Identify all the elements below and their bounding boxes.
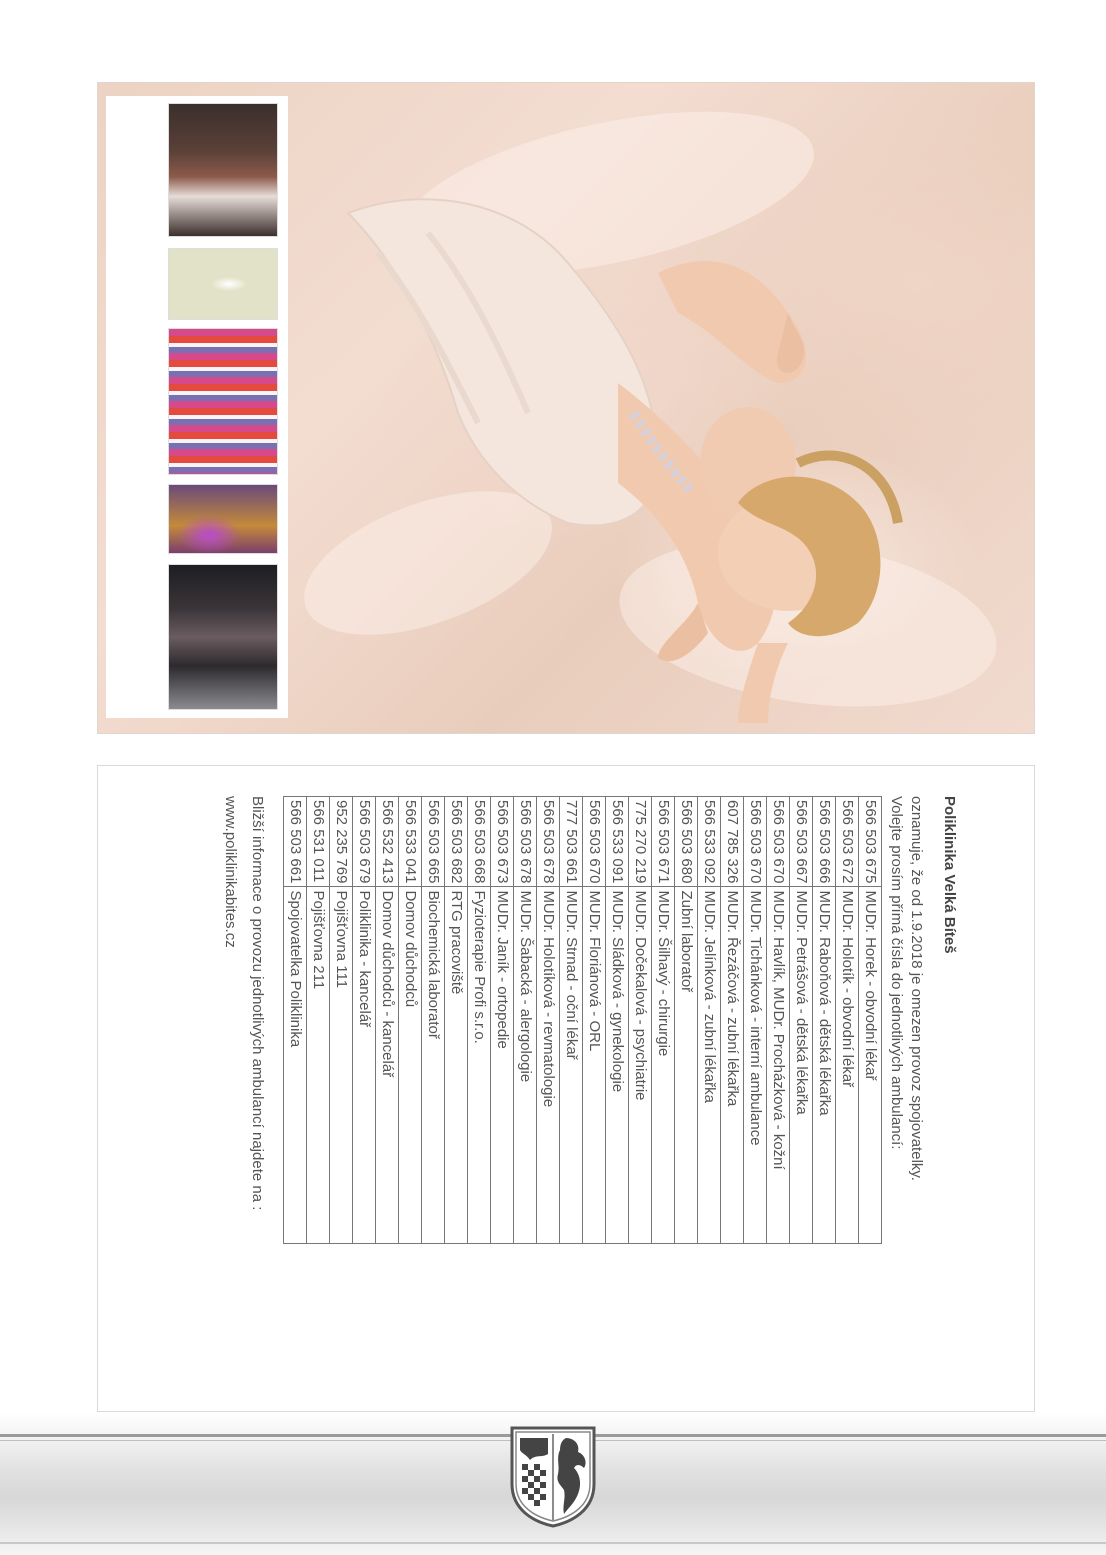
ambulance-name: Fyzioterapie Profi s.r.o.: [468, 887, 491, 1244]
phone-part: 673: [494, 858, 511, 884]
phone-number: [537, 797, 560, 887]
phone-part: 092: [701, 858, 718, 884]
table-row: [514, 797, 537, 1244]
phone-part: 952: [333, 800, 350, 826]
phone-number: [652, 797, 675, 887]
phone-part: 566: [678, 800, 695, 826]
table-row: [330, 797, 353, 1244]
table-row: [836, 797, 859, 1244]
phone-part: 566: [655, 800, 672, 826]
table-row: [859, 797, 882, 1244]
phone-number: [836, 797, 859, 887]
phone-part: 566: [770, 800, 787, 826]
phone-part: 566: [287, 800, 304, 826]
phone-table: [283, 796, 882, 1244]
phone-number: [376, 797, 399, 887]
ambulance-name: MUDr. Jelínková - zubní lékařka: [698, 887, 721, 1244]
table-row: [307, 797, 330, 1244]
phone-number: [859, 797, 882, 887]
phone-part: 326: [724, 858, 741, 884]
info-content: [118, 796, 958, 1386]
phone-number: [813, 797, 836, 887]
table-row: [537, 797, 560, 1244]
phone-part: 413: [379, 858, 396, 884]
phone-part: 532: [379, 829, 396, 855]
phone-part: 566: [517, 800, 534, 826]
phone-part: 682: [448, 858, 465, 884]
ambulance-name: MUDr. Řezáčová - zubní lékařka: [721, 887, 744, 1244]
phone-part: 680: [678, 858, 695, 884]
ambulance-name: MUDr. Holotík - obvodní lékař: [836, 887, 859, 1244]
intro-line: oznamuje, že od 1.9.2018 je omezen provoz spojovatelky.: [908, 796, 925, 1181]
phone-part: 503: [862, 829, 879, 855]
phone-part: 670: [770, 858, 787, 884]
ambulance-name: RTG pracoviště: [445, 887, 468, 1244]
ambulance-name: MUDr. Janík - ortopedie: [491, 887, 514, 1244]
coat-of-arms-icon: [508, 1424, 598, 1528]
ambulance-name: MUDr. Tichánková - interní ambulance: [744, 887, 767, 1244]
phone-part: 503: [563, 829, 580, 855]
ambulance-name: MUDr. Holotíková - revmatologie: [537, 887, 560, 1244]
ambulance-name: MUDr. Horek - obvodní lékař: [859, 887, 882, 1244]
phone-part: 667: [793, 858, 810, 884]
ambulance-name: MUDr. Petrášová - dětská lékařka: [790, 887, 813, 1244]
ambulance-name: Domov důchodců: [399, 887, 422, 1244]
phone-part: 503: [471, 829, 488, 855]
info-title: Poliklinika Velká Bíteš: [941, 796, 958, 954]
phone-number: [744, 797, 767, 887]
phone-part: 566: [425, 800, 442, 826]
phone-part: 533: [701, 829, 718, 855]
phone-part: 011: [310, 858, 327, 883]
table-row: [767, 797, 790, 1244]
table-row: [445, 797, 468, 1244]
phone-part: 533: [609, 829, 626, 855]
phone-part: 668: [471, 858, 488, 884]
footer-info: [217, 796, 271, 1386]
phone-part: 661: [563, 858, 580, 884]
phone-part: 503: [747, 829, 764, 855]
phone-part: 679: [356, 858, 373, 884]
ambulance-name: MUDr. Raboňová - dětská lékařka: [813, 887, 836, 1244]
phone-number: [767, 797, 790, 887]
table-row: [698, 797, 721, 1244]
ambulance-name: MUDr. Floriánová - ORL: [583, 887, 606, 1244]
website-link[interactable]: www.poliklinikabites.cz: [222, 796, 239, 948]
phone-part: 503: [839, 829, 856, 855]
ambulance-name: MUDr. Havlík, MUDr. Procházková - kožní: [767, 887, 790, 1244]
phone-number: [422, 797, 445, 887]
phone-number: [514, 797, 537, 887]
phone-part: 503: [816, 829, 833, 855]
phone-number: [675, 797, 698, 887]
phone-number: [353, 797, 376, 887]
ambulance-name: Zubní laboratoř: [675, 887, 698, 1244]
table-row: [629, 797, 652, 1244]
photo-panel: [97, 82, 1035, 734]
table-row: [744, 797, 767, 1244]
phone-number: [721, 797, 744, 887]
phone-part: 041: [402, 858, 419, 884]
phone-part: 566: [402, 800, 419, 826]
phone-part: 270: [632, 829, 649, 855]
phone-part: 777: [563, 800, 580, 826]
thumbnail-photo: [168, 564, 278, 710]
phone-part: 566: [701, 800, 718, 826]
ambulance-name: Pojišťovna 211: [307, 887, 330, 1244]
phone-part: 531: [310, 829, 327, 855]
thumbnail-photo: [168, 103, 278, 237]
phone-part: 769: [333, 858, 350, 884]
table-row: [790, 797, 813, 1244]
table-row: [560, 797, 583, 1244]
phone-number: [606, 797, 629, 887]
phone-part: 566: [586, 800, 603, 826]
phone-number: [629, 797, 652, 887]
phone-part: 503: [356, 829, 373, 855]
phone-part: 607: [724, 800, 741, 826]
thumbnail-photo: [168, 484, 278, 554]
phone-part: 671: [655, 858, 672, 884]
ambulance-name: MUDr. Dočekalová - psychiatrie: [629, 887, 652, 1244]
table-row: [284, 797, 307, 1244]
phone-part: 566: [609, 800, 626, 826]
phone-part: 678: [540, 858, 557, 884]
phone-part: 219: [632, 858, 649, 884]
thumbnail-photo: [168, 248, 278, 320]
table-row: [376, 797, 399, 1244]
table-row: [675, 797, 698, 1244]
ambulance-name: MUDr. Šilhavý - chirurgie: [652, 887, 675, 1244]
phone-part: 785: [724, 829, 741, 855]
phone-part: 566: [471, 800, 488, 826]
phone-part: 566: [448, 800, 465, 826]
phone-part: 235: [333, 829, 350, 855]
phone-part: 503: [793, 829, 810, 855]
phone-number: [399, 797, 422, 887]
thumbnail-photo: [168, 328, 278, 475]
phone-number: [560, 797, 583, 887]
phone-number: [583, 797, 606, 887]
info-panel: [97, 765, 1035, 1412]
phone-part: 670: [747, 858, 764, 884]
phone-part: 503: [770, 829, 787, 855]
phone-number: [698, 797, 721, 887]
phone-number: [468, 797, 491, 887]
ambulance-name: Spojovatelka Poliklinika: [284, 887, 307, 1244]
ambulance-name: MUDr. Strnad - oční lékař: [560, 887, 583, 1244]
phone-number: [284, 797, 307, 887]
phone-part: 091: [609, 858, 626, 884]
table-row: [491, 797, 514, 1244]
phone-part: 566: [356, 800, 373, 826]
ambulance-name: Pojišťovna 111: [330, 887, 353, 1244]
phone-part: 775: [632, 800, 649, 826]
phone-part: 503: [448, 829, 465, 855]
phone-part: 566: [379, 800, 396, 826]
phone-part: 566: [747, 800, 764, 826]
ambulance-name: Biochemická laboratoř: [422, 887, 445, 1244]
intro-line: Volejte prosím přímá čísla do jednotlivých ambulancí:: [888, 796, 905, 1150]
phone-part: 566: [494, 800, 511, 826]
phone-part: 566: [540, 800, 557, 826]
phone-part: 675: [862, 858, 879, 884]
ambulance-name: MUDr. Sládková - gynekologie: [606, 887, 629, 1244]
phone-part: 566: [816, 800, 833, 826]
phone-part: 672: [839, 858, 856, 884]
ambulance-name: Poliklinika - kancelář: [353, 887, 376, 1244]
phone-part: 503: [494, 829, 511, 855]
phone-number: [790, 797, 813, 887]
phone-part: 661: [287, 858, 304, 884]
table-row: [353, 797, 376, 1244]
ambulance-name: Domov důchodců - kancelář: [376, 887, 399, 1244]
table-row: [721, 797, 744, 1244]
phone-part: 503: [517, 829, 534, 855]
table-row: [652, 797, 675, 1244]
table-row: [606, 797, 629, 1244]
table-row: [468, 797, 491, 1244]
phone-number: [491, 797, 514, 887]
table-row: [422, 797, 445, 1244]
phone-part: 678: [517, 858, 534, 884]
phone-part: 503: [655, 829, 672, 855]
phone-part: 533: [402, 829, 419, 855]
table-row: [583, 797, 606, 1244]
phone-part: 670: [586, 858, 603, 884]
phone-part: 503: [287, 829, 304, 855]
phone-part: 566: [793, 800, 810, 826]
phone-part: 666: [816, 858, 833, 884]
table-row: [813, 797, 836, 1244]
phone-part: 566: [862, 800, 879, 826]
divider: [0, 1542, 1106, 1544]
phone-part: 503: [540, 829, 557, 855]
phone-number: [445, 797, 468, 887]
ambulance-name: MUDr. Šabacká - alergologie: [514, 887, 537, 1244]
phone-part: 503: [425, 829, 442, 855]
phone-part: 503: [586, 829, 603, 855]
phone-number: [307, 797, 330, 887]
phone-part: 503: [678, 829, 695, 855]
thumbnail-strip: [106, 96, 288, 718]
table-row: [399, 797, 422, 1244]
phone-part: 566: [310, 800, 327, 826]
phone-part: 566: [839, 800, 856, 826]
footer-line: Bližší informace o provozu jednotlivých ambulancí najdete na :: [249, 796, 266, 1211]
phone-number: [330, 797, 353, 887]
phone-part: 665: [425, 858, 442, 884]
